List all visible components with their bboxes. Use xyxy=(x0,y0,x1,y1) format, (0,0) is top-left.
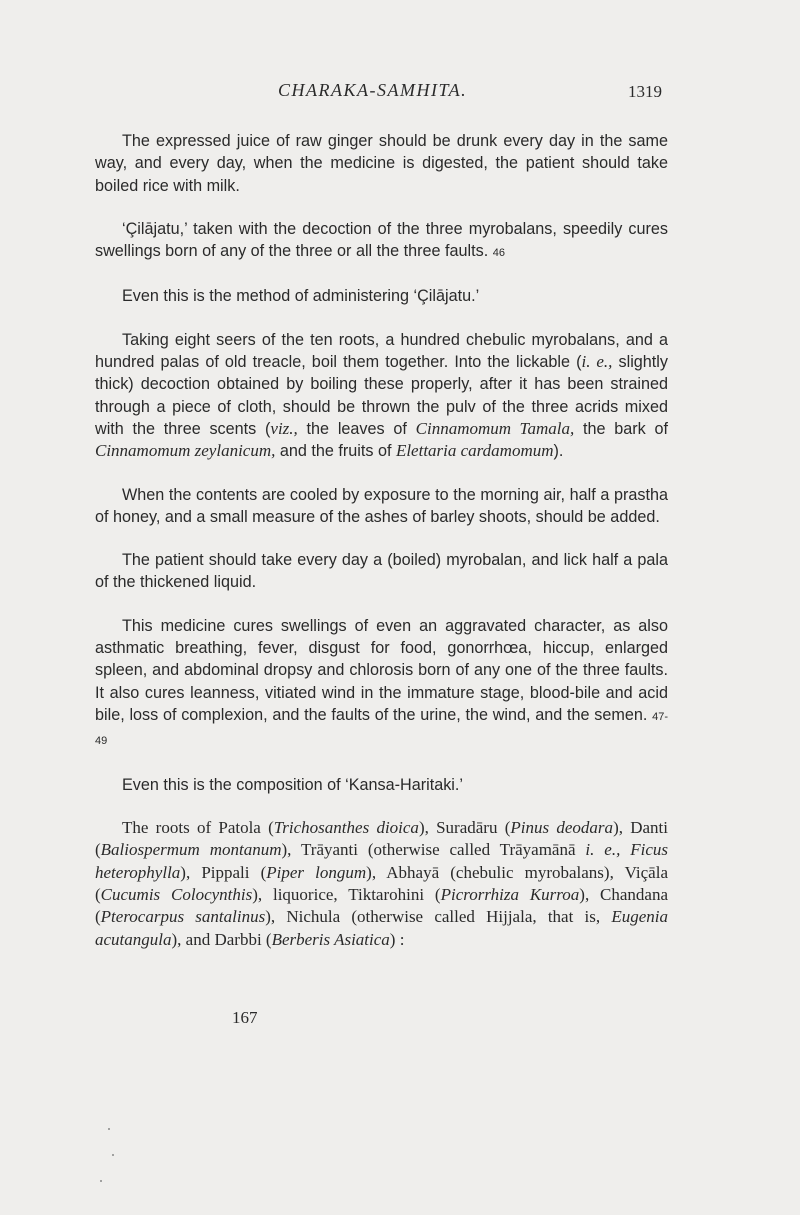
latin-name: Eugenia acutangula xyxy=(95,907,668,949)
paragraph-text: The patient should take every day a (boiled) myrobalan, and lick half a pala of the thickened liquid. xyxy=(95,551,668,592)
paragraph-text: ), and Darbbi ( xyxy=(171,929,272,949)
latin-name: Pinus deodara xyxy=(510,817,614,837)
paragraph-text: The roots of Patola ( xyxy=(122,817,274,837)
paper-speck xyxy=(100,1180,102,1182)
paragraph-text: and the fruits of xyxy=(275,442,396,461)
paragraph-text: When the contents are cooled by exposure to the morning air, half a prastha of honey, and a small measure of the ashes of barley shoots, should be added. xyxy=(95,485,668,526)
paragraph-text: ), Trāyanti (otherwise called Trāyamānā xyxy=(281,840,586,860)
latin-name: Cucumis Colocynthis xyxy=(100,885,253,905)
latin-name: Piper longum xyxy=(266,862,367,882)
paragraph-roots xyxy=(95,817,668,951)
paragraph-text: This medicine cures swellings of even an aggravated character, as also asthmatic breathing, fever, disgust for food, gonorrhœa, hiccup, enlarged spleen, and abdominal dropsy and chlorosis born of any one of the three faults. It also cures leanness, vitiated wind in the immature stage, blood-bile and acid bile, loss of complexion, and the faults of the urine, the wind, and the semen. xyxy=(95,616,668,724)
paragraph-text: ), Abhayā (chebulic myrobalans), Viçāla ( xyxy=(95,862,668,905)
latin-name: Picrorrhiza Kurroa xyxy=(440,885,580,905)
paragraph-cooling xyxy=(95,484,668,529)
abbreviation-ie: i. e., xyxy=(581,352,613,372)
paragraph-text: ), Chandana ( xyxy=(95,885,669,927)
paragraph-cures xyxy=(95,615,668,753)
paragraph-text: ), Suradāru ( xyxy=(418,817,511,837)
paper-speck xyxy=(112,1154,114,1156)
abbreviation-viz: viz., xyxy=(270,418,298,438)
paragraph-note: 46 xyxy=(492,247,505,260)
paragraph-note: 47-49 xyxy=(95,710,669,748)
paragraph-text: the bark of xyxy=(574,419,668,438)
paragraph-text: slightly thick) decoction obtained by boiling these properly, after it has been strained through a piece of cloth, should be thrown the pulv of the three acrids mixed with the three scents ( xyxy=(95,353,668,438)
paragraph-text: ‘Çilājatu,’ taken with the decoction of the three myrobalans, speedily cures swellings born of any of the three or all the three faults. xyxy=(95,219,668,261)
body-text xyxy=(95,130,669,972)
latin-name: Trichosanthes dioica xyxy=(273,817,419,837)
paragraph-text: ), Danti ( xyxy=(95,817,668,860)
paragraph-composition xyxy=(95,774,668,796)
paragraph-text: the leaves of xyxy=(297,419,416,438)
latin-name: Cinnamomum Tamala, xyxy=(415,418,575,438)
latin-name: Baliospermum montanum xyxy=(100,840,282,860)
latin-name: i. e., Ficus heterophylla xyxy=(95,840,668,882)
paragraph-recipe xyxy=(95,329,668,463)
paragraph-cilajatu xyxy=(95,218,668,265)
latin-name: Cinnamomum zeylanicum, xyxy=(95,441,276,461)
latin-name: Pterocarpus santalinus xyxy=(100,907,266,927)
paragraph-text: ), liquorice, Tiktarohini ( xyxy=(252,885,441,905)
paragraph-text: ). xyxy=(553,442,564,461)
latin-name: Elettaria cardamomum xyxy=(395,441,554,461)
paragraph-text: Taking eight seers of the ten roots, a hundred chebulic myrobalans, and a hundred palas of old treacle, boil them together. Into the lickable ( xyxy=(95,330,668,372)
paper-speck xyxy=(108,1128,110,1130)
paragraph-text: ) : xyxy=(389,929,405,949)
paragraph-ginger xyxy=(95,130,668,197)
paragraph-dosage xyxy=(95,549,668,594)
paragraph-text: Even this is the method of administering ‘Çilājatu.’ xyxy=(122,287,480,306)
running-title: CHARAKA-SAMHITA. xyxy=(278,80,468,100)
paragraph-text: Even this is the composition of ‘Kansa-Haritaki.’ xyxy=(122,775,463,794)
page-header xyxy=(0,80,800,104)
signature-mark: 167 xyxy=(232,1008,258,1027)
paragraph-text: The expressed juice of raw ginger should be drunk every day in the same way, and every day, when the medicine is digested, the patient should take boiled rice with milk. xyxy=(95,132,668,195)
latin-name: Berberis Asiatica xyxy=(271,929,390,949)
paragraph-method xyxy=(95,285,668,307)
paragraph-text: ), Pippali ( xyxy=(180,862,267,882)
page-number: 1319 xyxy=(628,82,662,101)
paragraph-text: ), Nichula (otherwise called Hijjala, that is, xyxy=(265,907,612,927)
